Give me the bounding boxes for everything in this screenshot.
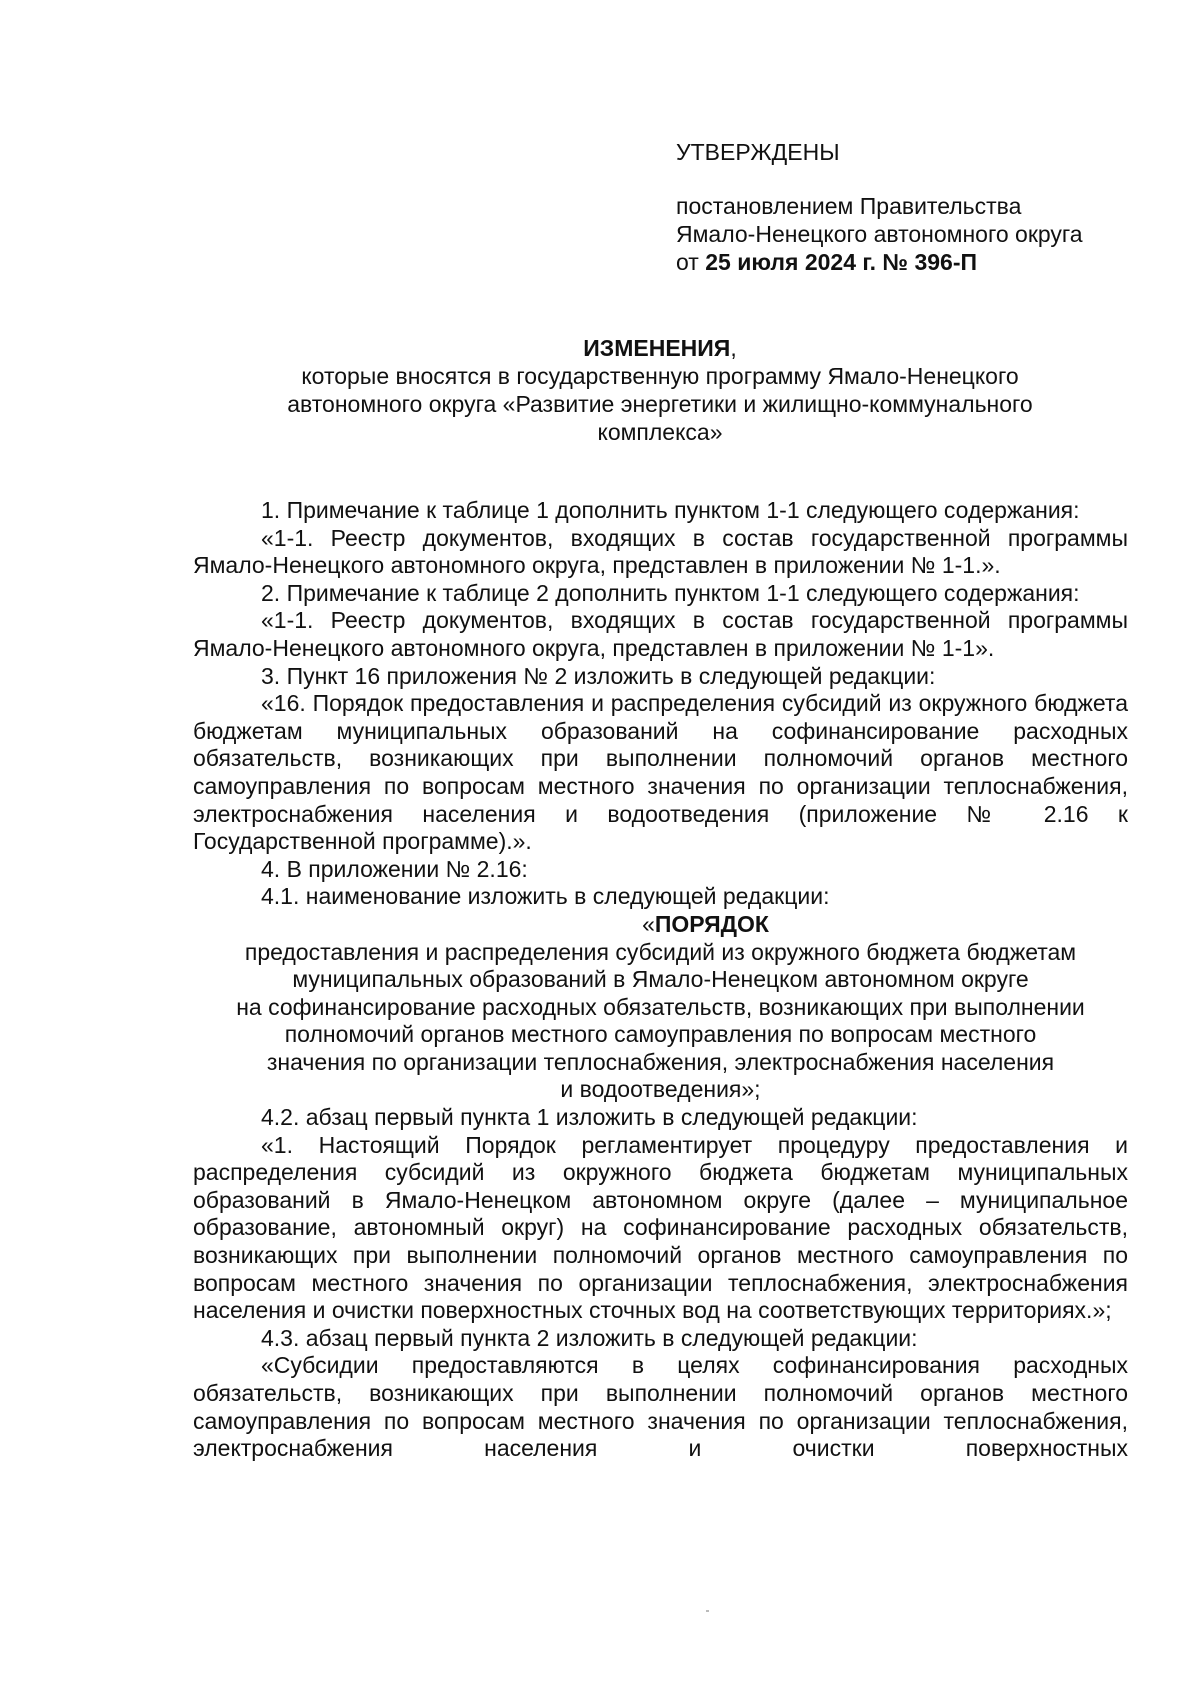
order-title: ПОРЯДОК [654,910,769,937]
approval-date-number: 25 июля 2024 г. № 396-П [705,249,978,275]
order-line-2: муниципальных образований в Ямало-Ненецком автономном округе [292,966,1029,993]
order-line-5: значения по организации теплоснабжения, электроснабжения населения [266,1048,1055,1075]
paragraph-1-quote: «1-1. Реестр документов, входящих в состав государственной программы Ямало-Ненецкого автономного округа, представлен в приложении № 1-1.». [193,524,1128,579]
paragraph-2-quote: «1-1. Реестр документов, входящих в состав государственной программы Ямало-Ненецкого автономного округа, представлен в приложении № 1-1». [193,607,1128,661]
heading-line-3: комплекса» [597,419,723,445]
approval-title: УТВЕРЖДЕНЫ [676,139,840,165]
order-line-4: полномочий органов местного самоуправления по вопросам местного [284,1021,1037,1048]
approval-from-prefix: от [676,249,699,275]
document-heading [190,334,1130,446]
heading-title: ИЗМЕНЕНИЯ [583,335,731,361]
paragraph-4-1: 4.1. наименование изложить в следующей редакции: [261,883,830,910]
approval-date-line [676,248,1156,276]
document-body [193,497,1128,1463]
approval-line-1: постановлением Правительства [676,193,1022,219]
heading-title-suffix: , [730,335,737,361]
paragraph-4-3: 4.3. абзац первый пункта 2 изложить в следующей редакции: [261,1324,918,1351]
paragraph-1: 1. Примечание к таблице 1 дополнить пунктом 1-1 следующего содержания: [261,497,1080,523]
paragraph-4-2-quote: «1. Настоящий Порядок регламентирует процедуру предоставления и распределения субсидий из окружного бюджета бюджетам муниципальных образований в Ямало-Ненецком автономном округе (далее – муниципальное образование, автономный округ) на софинансирование расходных обязательств, возникающих при выполнении полномочий органов местного самоуправления по вопросам местного значения по организации теплоснабжения, электроснабжения населения и очистки поверхностных сточных вод на соответствующих территориях.»; [193,1131,1128,1324]
paragraph-3-quote: «16. Порядок предоставления и распределения субсидий из окружного бюджета бюджетам муниципальных образований на софинансирование расходных обязательств, возникающих при выполнении полномочий органов местного самоуправления по вопросам местного значения по организации теплоснабжения, электроснабжения населения и водоотведения (приложение № 2.16 к Государственной программе).». [193,690,1128,855]
paragraph-4-2: 4.2. абзац первый пункта 1 изложить в следующей редакции: [261,1104,918,1131]
approval-line-2: Ямало-Ненецкого автономного округа [676,221,1083,247]
heading-line-1: которые вносятся в государственную программу Ямало-Ненецкого [301,363,1019,389]
paragraph-2: 2. Примечание к таблице 2 дополнить пунктом 1-1 следующего содержания: [261,579,1080,606]
order-title-line [193,911,1128,939]
paragraph-4: 4. В приложении № 2.16: [261,855,528,882]
order-line-3: на софинансирование расходных обязательств, возникающих при выполнении [236,993,1085,1020]
paragraph-3: 3. Пункт 16 приложения № 2 изложить в следующей редакции: [261,662,936,689]
order-line-1: предоставления и распределения субсидий из окружного бюджета бюджетам [244,938,1077,965]
paragraph-4-3-quote: «Субсидии предоставляются в целях софинансирования расходных обязательств, возникающих при выполнении полномочий органов местного самоуправления по вопросам местного значения по организации теплоснабжения, электроснабжения населения и очистки поверхностных [193,1352,1128,1462]
heading-line-2: автономного округа «Развитие энергетики и жилищно-коммунального [287,391,1033,417]
order-line-6: и водоотведения»; [560,1076,761,1103]
order-open-quote: « [642,910,655,937]
approval-block [676,138,1156,276]
heading-title-line [190,334,1130,362]
scan-speck [706,1610,709,1612]
